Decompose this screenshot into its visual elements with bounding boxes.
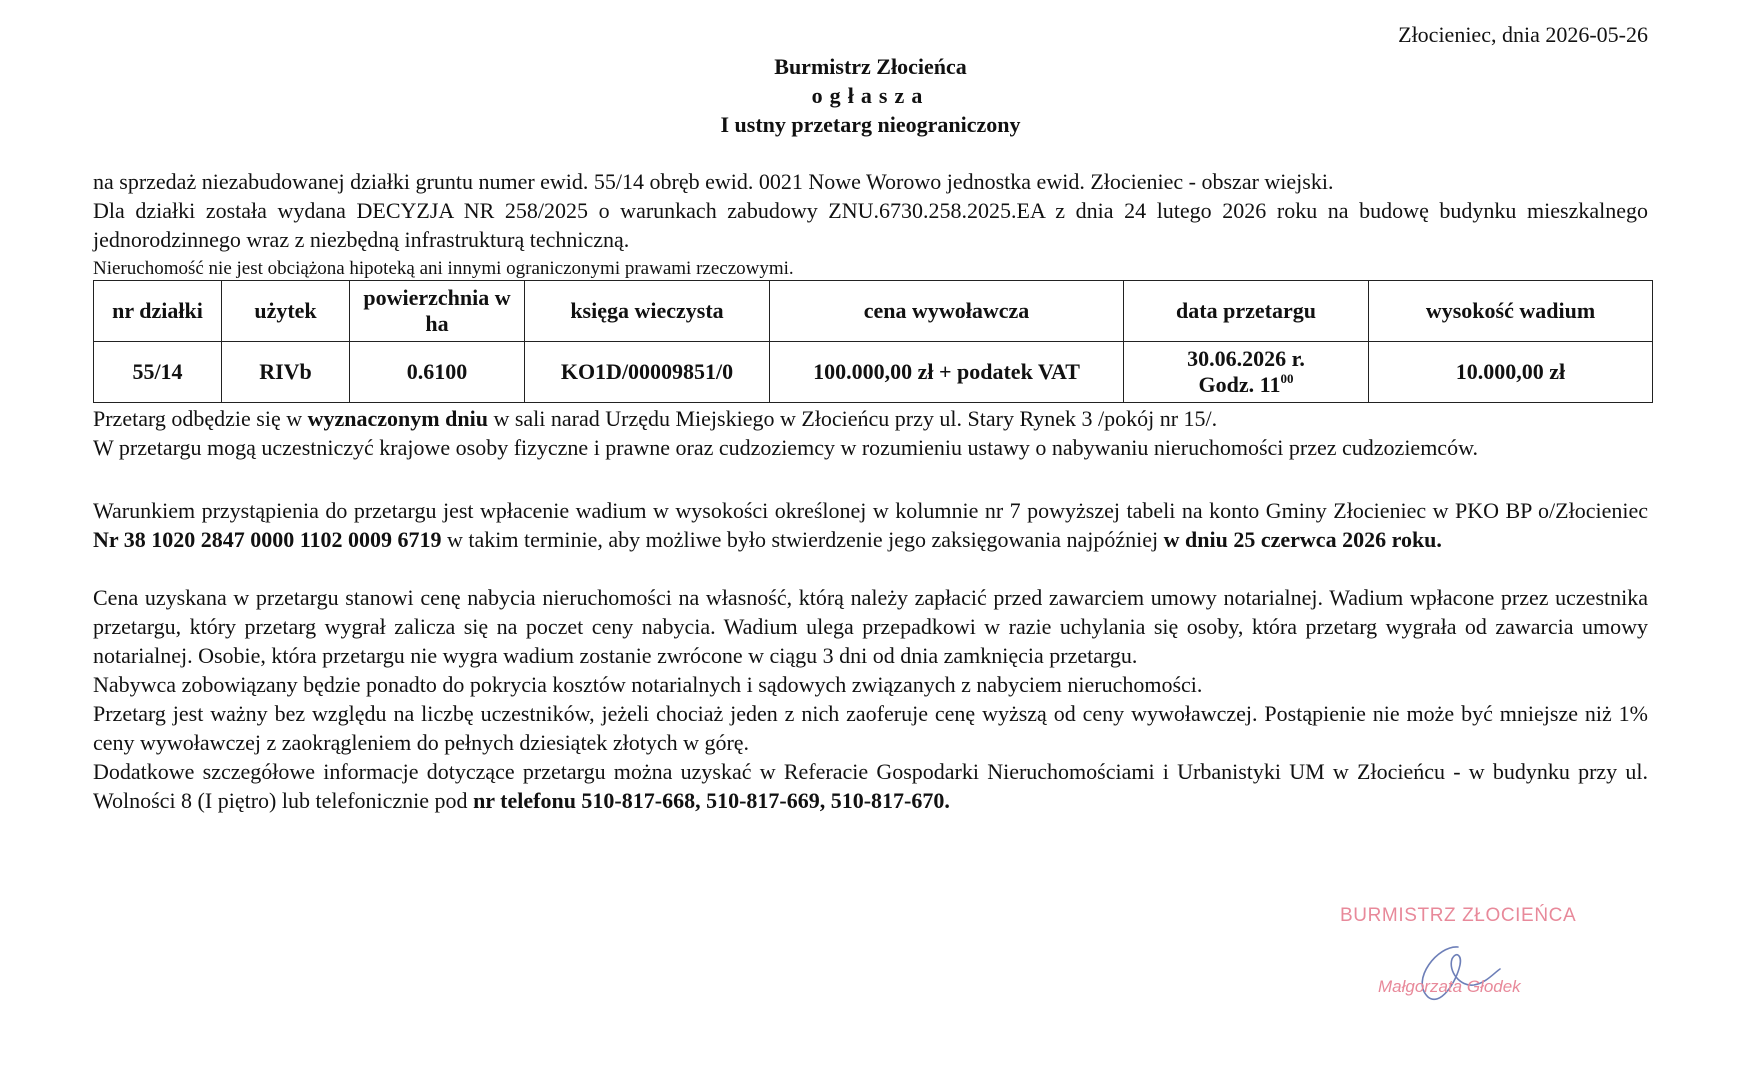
intro-line-2: Dla działki została wydana DECYZJA NR 258/2025 o warunkach zabudowy ZNU.6730.258.2025.EA z dnia 24 lutego 2026 roku na budowę budynku mieszkalnego jednorodzinnego wraz z niezbędną infrastrukturą techniczną. [93, 198, 1648, 252]
contact-text: Dodatkowe szczegółowe informacje dotyczące przetargu można uzyskać w Referacie Gospodarki Nieruchomościami i Urbanistyki UM w Złocieńcu - w budynku przy ul. Wolności 8 (I piętro) lub telefonicznie pod [93, 759, 1648, 813]
paragraph-price-terms: Cena uzyskana w przetargu stanowi cenę nabycia nieruchomości na własność, którą należy zapłacić przed zawarciem umowy notarialnej. Wadium wpłacone przez uczestnika przetargu, który przetarg wygrał zalicza się na poczet ceny nabycia. Wadium ulega przepadkowi w razie uchylania się osoby, która przetarg wygrała od zawarcia umowy notarialnej. Osobie, która przetargu nie wygra wadium zostanie zwrócone w ciągu 3 dni od dnia zamknięcia przetargu. [93, 585, 1648, 668]
date-line: Złocieniec, dnia 2026-05-26 [1398, 22, 1648, 47]
announces-word: ogłasza [811, 83, 930, 108]
mayor-stamp [1340, 905, 1600, 1025]
paragraph-contact [93, 757, 1648, 815]
paragraph-participants: W przetargu mogą uczestniczyć krajowe osoby fizyczne i prawne oraz cudzoziemcy w rozumieniu ustawy o nabywaniu nieruchomości przez cudzoziemców. [93, 435, 1479, 460]
venue-text-a: Przetarg odbędzie się w [93, 406, 308, 431]
paragraph-validity: Przetarg jest ważny bez względu na liczbę uczestników, jeżeli chociaż jeden z nich zaoferuje cenę wyższą od ceny wywoławczej. Postąpienie nie może być mniejsze niż 1% ceny wywoławczej z zaokrągleniem do pełnych dziesiątek złotych w górę. [93, 701, 1648, 755]
cell-deposit: 10.000,00 zł [1369, 342, 1653, 403]
phone-numbers: nr telefonu 510-817-668, 510-817-669, 510-817-670. [473, 788, 950, 813]
header-land-register: księga wieczysta [525, 281, 770, 342]
intro-line-1: na sprzedaż niezabudowanej działki gruntu numer ewid. 55/14 obręb ewid. 0021 Nowe Worowo jednostka ewid. Złocieniec - obszar wiejski. [93, 169, 1334, 194]
header-land-use: użytek [222, 281, 350, 342]
header-area: powierzchnia w ha [350, 281, 525, 342]
cell-tender-date [1124, 342, 1369, 403]
stamp-signatory-name: Małgorzata Głodek [1378, 977, 1521, 996]
deposit-deadline: w dniu 25 czerwca 2026 roku. [1163, 527, 1442, 552]
parcel-table [93, 280, 1653, 403]
tender-subtitle: I ustny przetarg nieograniczony [720, 112, 1021, 137]
tender-hour [1128, 372, 1364, 398]
intro-line-3: Nieruchomość nie jest obciążona hipoteką ani innymi ograniczonymi prawami rzeczowymi. [93, 258, 794, 279]
tender-hour-minutes: 00 [1280, 371, 1294, 386]
cell-land-use: RIVb [222, 342, 350, 403]
table-row [94, 342, 1653, 403]
cell-parcel-number: 55/14 [94, 342, 222, 403]
paragraph-venue [93, 404, 1648, 433]
deposit-text-a: Warunkiem przystąpienia do przetargu jest wpłacenie wadium w wysokości określonej w kolumnie nr 7 powyższej tabeli na konto Gminy Złocieniec w PKO BP o/Złocieniec [93, 498, 1648, 523]
bank-account-number: Nr 38 1020 2847 0000 1102 0009 6719 [93, 527, 442, 552]
table-header-row [94, 281, 1653, 342]
cell-area: 0.6100 [350, 342, 525, 403]
header-parcel-number: nr działki [94, 281, 222, 342]
paragraph-costs: Nabywca zobowiązany będzie ponadto do pokrycia kosztów notarialnych i sądowych związanych z nabyciem nieruchomości. [93, 672, 1203, 697]
venue-bold: wyznaczonym dniu [307, 406, 488, 431]
header-tender-date: data przetargu [1124, 281, 1369, 342]
cell-starting-price: 100.000,00 zł + podatek VAT [770, 342, 1124, 403]
venue-text-c: w sali narad Urzędu Miejskiego w Złocieńcu przy ul. Stary Rynek 3 /pokój nr 15/. [487, 406, 1218, 431]
header-deposit: wysokość wadium [1369, 281, 1653, 342]
header-starting-price: cena wywoławcza [770, 281, 1124, 342]
stamp-title: BURMISTRZ ZŁOCIEŃCA [1340, 905, 1577, 926]
paragraph-deposit-conditions [93, 496, 1648, 554]
issuer-title: Burmistrz Złocieńca [774, 54, 967, 79]
signature-icon [1390, 925, 1520, 1015]
tender-date: 30.06.2026 r. [1187, 346, 1305, 371]
deposit-text-c: w takim terminie, aby możliwe było stwierdzenie jego zaksięgowania najpóźniej [441, 527, 1164, 552]
tender-hour-text: Godz. 11 [1198, 372, 1281, 397]
announcement-heading [0, 52, 1741, 139]
cell-land-register: KO1D/00009851/0 [525, 342, 770, 403]
